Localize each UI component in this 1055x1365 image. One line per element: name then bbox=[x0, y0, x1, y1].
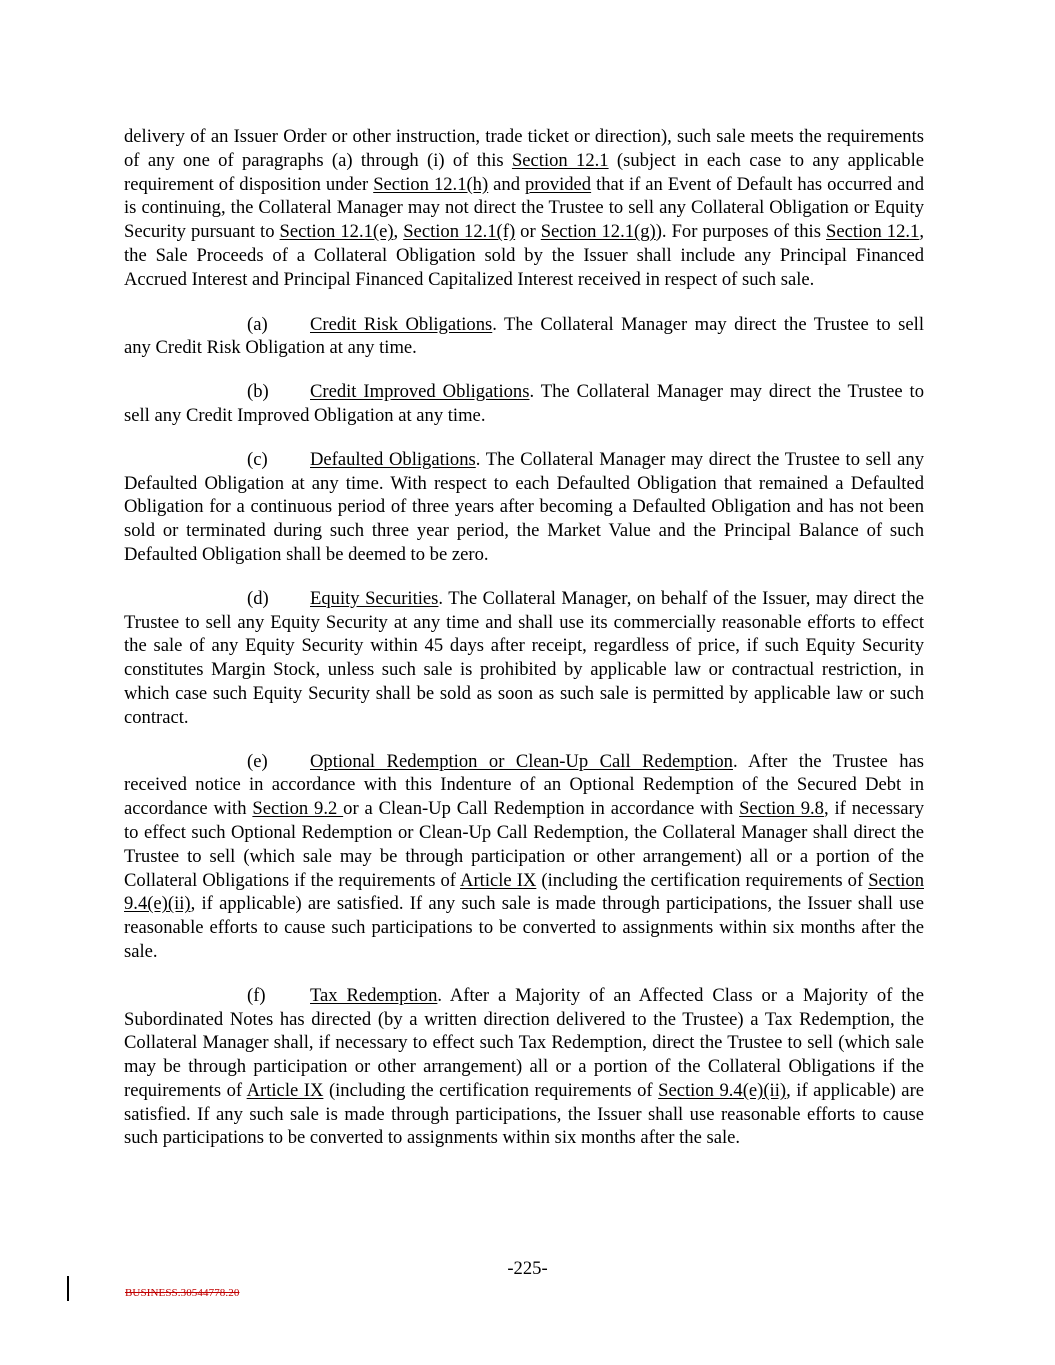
intro-text-3: and bbox=[488, 173, 525, 195]
paragraph-text-3: , if necessary to effect such Optional Redemption or Clean-Up Call Redemption, the Collateral Manager shall direct the Trustee to sell (which sale may be through participation or other arrangement) all or a portion of the Collateral Obligations if the requirements of bbox=[124, 798, 924, 891]
paragraph-text: . The Collateral Manager, on behalf of the Issuer, may direct the Trustee to sell any Equity Security at any time and shall use its commercially reasonable efforts to effect the sale of any Equity Security within 45 days after receipt, regardless of price, if such Equity Security constitutes Margin Stock, unless such sale is prohibited by applicable law or contractual restriction, in which case such Equity Security shall be sold as soon as such sale is permitted by applicable law or such contract. bbox=[124, 587, 924, 728]
paragraph-c bbox=[124, 448, 924, 567]
paragraph-label: (f) bbox=[247, 984, 266, 1006]
article-ref: Article IX bbox=[460, 869, 537, 891]
revision-change-bar bbox=[67, 1276, 69, 1301]
section-ref: Section 9.8 bbox=[739, 798, 824, 820]
paragraph-text-3: , if applicable) are satisfied. If any such sale is made through participations, the Issuer shall use reasonable efforts to cause such participations to be converted to assignments within six months after the sale. bbox=[124, 1079, 925, 1149]
section-ref: Section 9.4(e)(ii) bbox=[124, 869, 924, 915]
paragraph-heading: Credit Improved Obligations bbox=[310, 381, 530, 403]
paragraph-text: . The Collateral Manager may direct the Trustee to sell any Credit Risk Obligation at any time. bbox=[124, 313, 924, 359]
paragraph-label: (c) bbox=[247, 448, 268, 470]
intro-text-4: that if an Event of Default has occurred and is continuing, the Collateral Manager may not direct the Trustee to sell any Collateral Obligation or Equity Security pursuant to bbox=[124, 173, 925, 243]
paragraph-text: . The Collateral Manager may direct the Trustee to sell any Credit Improved Obligation at any time. bbox=[124, 381, 925, 426]
section-ref: Section 12.1(e) bbox=[279, 221, 394, 243]
section-ref: Section 12.1 bbox=[511, 149, 609, 171]
intro-text-8: , the Sale Proceeds of a Collateral Obligation sold by the Issuer shall include any Principal Financed Accrued Interest and Principal Financed Capitalized Interest received in respect of such sale. bbox=[124, 221, 924, 290]
section-ref: Section 9.2 bbox=[252, 798, 344, 820]
intro-paragraph bbox=[124, 125, 924, 292]
intro-text-6: or bbox=[515, 221, 541, 243]
paragraph-text-1: . After a Majority of an Affected Class or a Majority of the Subordinated Notes has directed (by a written direction delivered to the Trustee) a Tax Redemption, the Collateral Manager shall, if necessary to effect such Tax Redemption, direct the Trustee to sell (which sale may be through participation or other arrangement) all or a portion of the Collateral Obligations if the requirements of bbox=[124, 984, 924, 1101]
section-ref: Section 12.1 bbox=[826, 221, 920, 243]
paragraph-heading: Defaulted Obligations bbox=[310, 448, 476, 470]
paragraph-text-5: , if applicable) are satisfied. If any such sale is made through participations, the Issuer shall use reasonable efforts to cause such participations to be converted to assignments within six months after the sale. bbox=[124, 893, 924, 962]
paragraph-text-2: or a Clean-Up Call Redemption in accordance with bbox=[343, 798, 740, 820]
section-ref: Section 12.1(g) bbox=[540, 221, 656, 243]
paragraph-text-4: (including the certification requirements of bbox=[536, 869, 869, 891]
paragraph-text-1: . After the Trustee has received notice in accordance with this Indenture of an Optional Redemption of the Secured Debt in accordance with bbox=[124, 750, 924, 820]
article-ref: Article IX bbox=[246, 1079, 324, 1101]
paragraph-heading: Tax Redemption bbox=[310, 984, 438, 1006]
paragraph-b bbox=[124, 380, 924, 428]
provided-term: provided bbox=[525, 173, 592, 195]
paragraph-f bbox=[124, 984, 924, 1151]
section-ref: Section 12.1(h) bbox=[373, 173, 489, 195]
page-number: -225- bbox=[507, 1258, 548, 1279]
paragraph-label: (a) bbox=[247, 313, 268, 335]
paragraph-heading: Equity Securities bbox=[310, 587, 439, 609]
paragraph-label: (e) bbox=[247, 750, 268, 772]
paragraph-d bbox=[124, 587, 924, 730]
paragraph-e bbox=[124, 750, 924, 964]
section-ref: Section 9.4(e)(ii) bbox=[658, 1079, 787, 1101]
paragraph-a bbox=[124, 313, 924, 361]
paragraph-text: . The Collateral Manager may direct the Trustee to sell any Defaulted Obligation at any time. With respect to each Defaulted Obligation that remained a Defaulted Obligation for a continuous period of three years after becoming a Defaulted Obligation and has not been sold or terminated during such three year period, the Market Value and the Principal Balance of such Defaulted Obligation shall be deemed to be zero. bbox=[124, 448, 924, 565]
paragraph-heading: Credit Risk Obligations bbox=[310, 313, 493, 335]
document-body bbox=[124, 125, 924, 1170]
intro-text-2: (subject in each case to any applicable requirement of disposition under bbox=[124, 149, 924, 195]
intro-text-1: delivery of an Issuer Order or other instruction, trade ticket or direction), such sale meets the requirements of any one of paragraphs (a) through (i) of this bbox=[124, 126, 924, 171]
paragraph-label: (b) bbox=[247, 381, 269, 403]
paragraph-text-2: (including the certification requirements of bbox=[323, 1079, 659, 1101]
intro-text-7: ). For purposes of this bbox=[655, 221, 826, 243]
paragraph-heading: Optional Redemption or Clean-Up Call Redemption bbox=[310, 750, 733, 772]
document-id-footer: BUSINESS.30544778.20 bbox=[125, 1287, 240, 1299]
paragraph-label: (d) bbox=[247, 587, 269, 609]
intro-text-5: , bbox=[393, 221, 404, 243]
section-ref: Section 12.1(f) bbox=[403, 221, 516, 243]
